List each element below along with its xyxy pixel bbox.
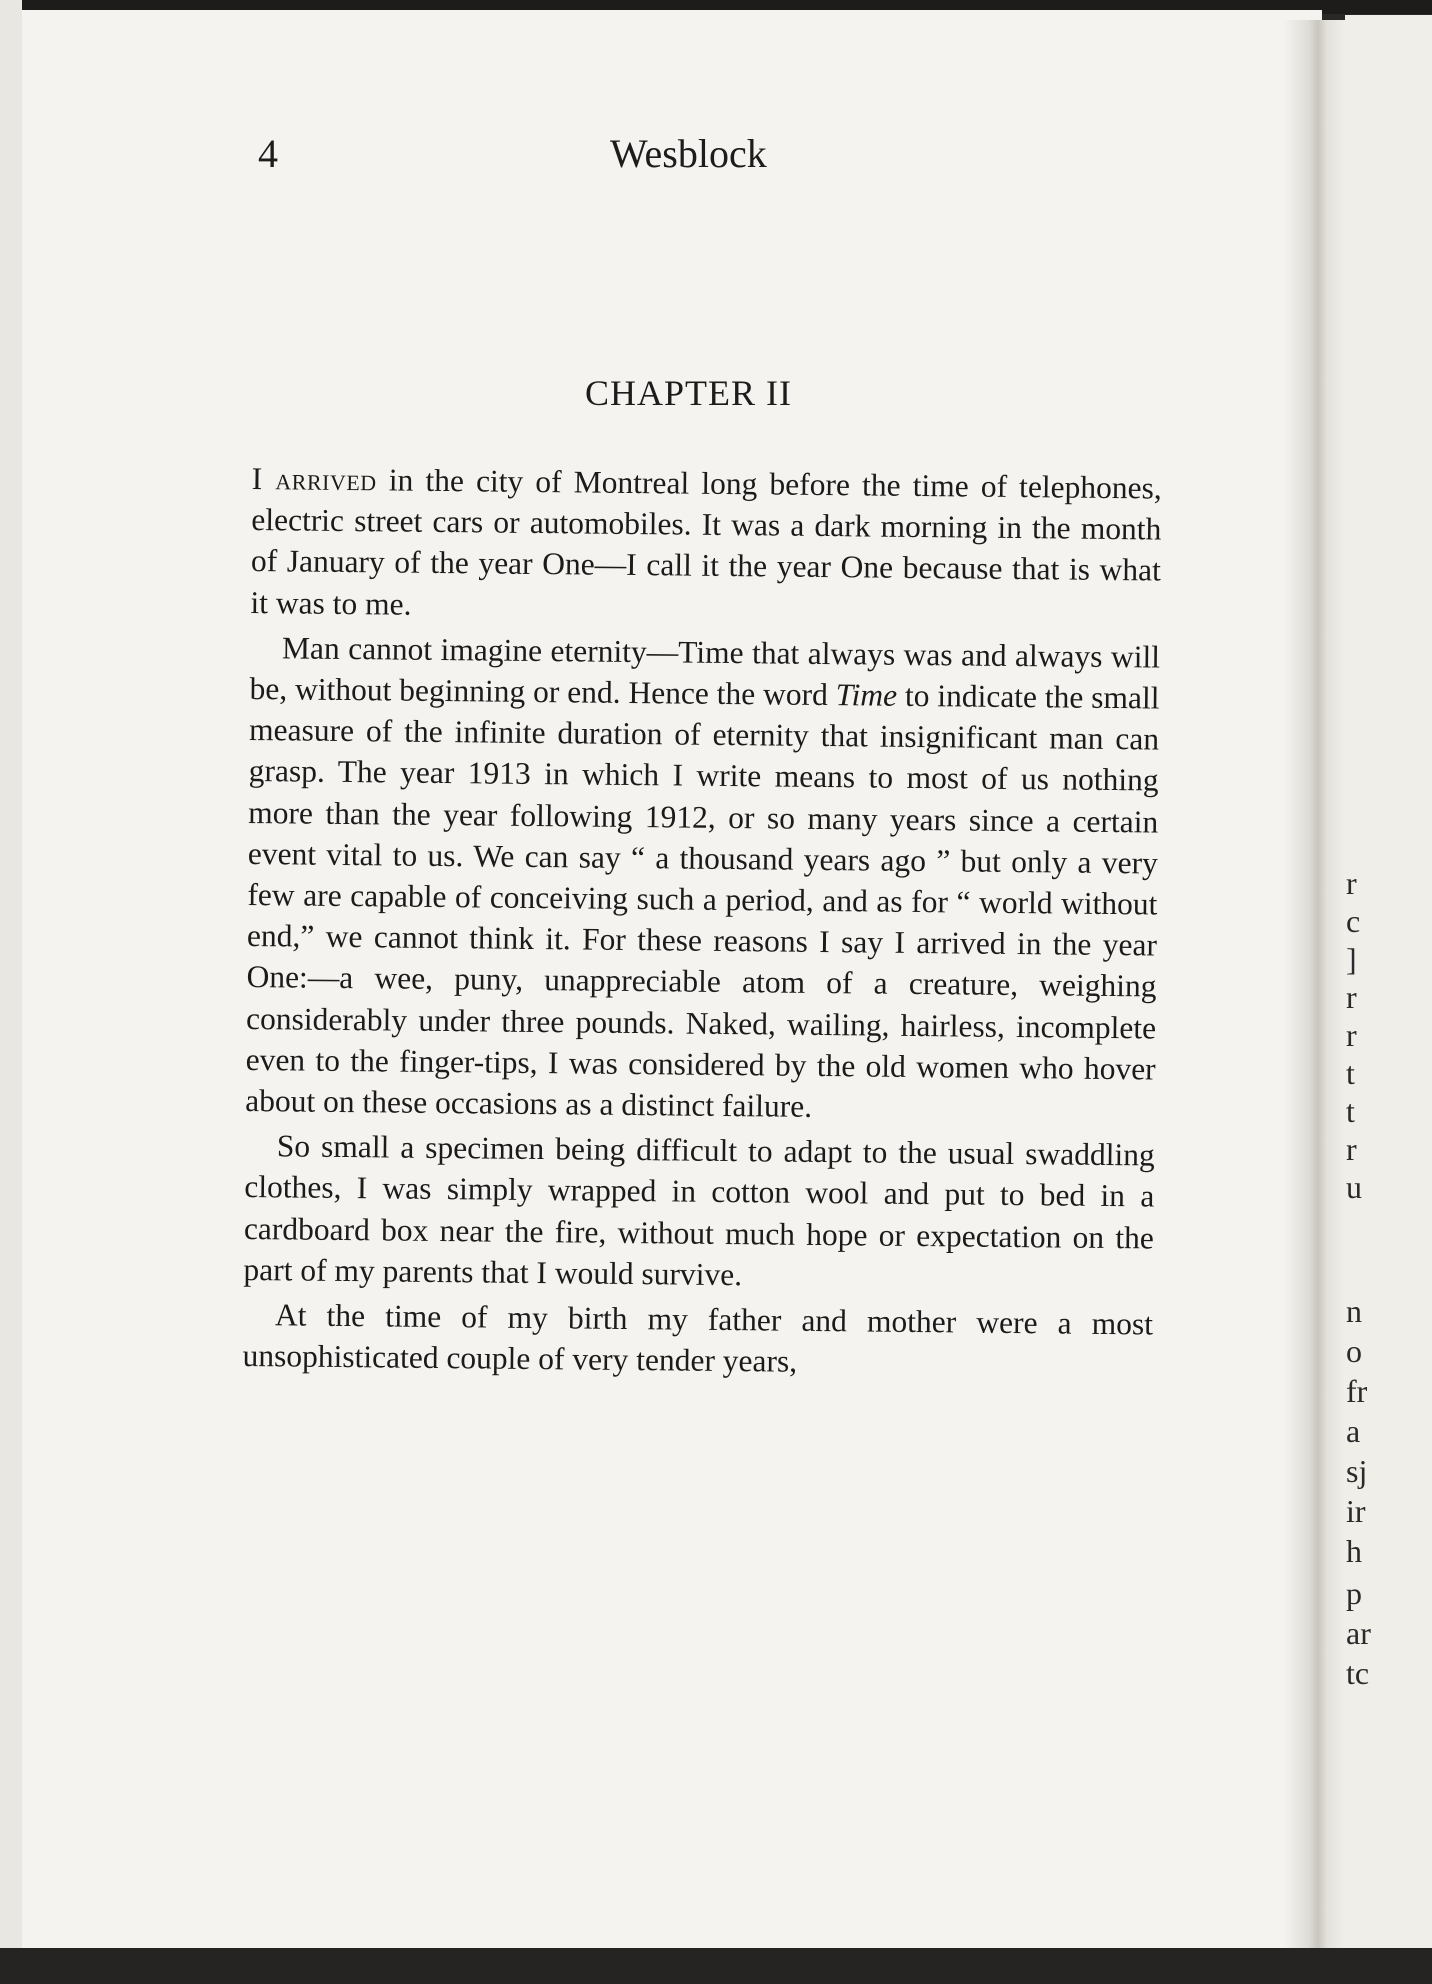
facing-page-fragment: p (1346, 1575, 1362, 1611)
facing-page-fragment: r (1346, 979, 1357, 1015)
paragraph-text: Man cannot imagine eternity—Time that always was and always will be, without beginning or end. Hence the word (249, 630, 1161, 713)
facing-page-fragment: ] (1346, 941, 1357, 977)
facing-page-fragment: r (1346, 865, 1357, 901)
paragraph (245, 627, 1160, 1131)
page-number: 4 (258, 131, 278, 176)
facing-page-fragment: ir (1346, 1493, 1366, 1529)
facing-page-fragment: c (1346, 903, 1361, 939)
facing-page-fragment: tc (1346, 1655, 1370, 1691)
facing-page-fragment: t (1346, 1093, 1355, 1129)
paragraph-text: in the city of Montreal long before the time of telephones, electric street cars or automobiles. It was a dark morning in the month of January of the year One—I call it the year One because that is what it was to me. (250, 462, 1162, 622)
facing-page-fragment: t (1346, 1055, 1355, 1091)
facing-page-fragment: a (1346, 1413, 1361, 1449)
paragraph-text: to indicate the small measure of the infinite duration of eternity that insignificant man can grasp. The year 1913 in which I write means to most of us nothing more than the year following 1912, or so many years since a certain event vital to us. We can say “ a thousand years ago ” but only a very few are capable of conceiving such a period, and as for “ world without end,” we cannot think it. For these reasons I say I arrived in the year One:—a wee, puny, unappreciable atom of a creature, weighing considerably under three pounds. Naked, wailing, hairless, incomplete even to the finger-tips, I was considered by the old women who hover about on these occasions as a distinct failure. (245, 677, 1160, 1124)
facing-page-fragment: sj (1346, 1453, 1368, 1489)
facing-page-fragment: o (1346, 1333, 1362, 1369)
chapter-body (242, 458, 1162, 1390)
chapter-heading: CHAPTER II (585, 373, 792, 413)
paragraph-text: At the time of my birth my father and mother were a most unsophisticated couple of very tender years, (242, 1297, 1154, 1380)
opening-smallcaps: I arrived (251, 460, 377, 498)
facing-page-fragment: fr (1346, 1373, 1368, 1409)
facing-page-fragment: r (1346, 1017, 1357, 1053)
facing-page-fragment: h (1346, 1533, 1362, 1569)
paragraph (242, 1294, 1153, 1386)
running-head (0, 130, 1300, 180)
facing-page (1345, 15, 1432, 1950)
facing-page-fragment: ar (1346, 1615, 1371, 1651)
facing-page-fragment: u (1346, 1169, 1362, 1205)
paragraph (250, 458, 1162, 632)
paragraph (243, 1125, 1155, 1299)
scan-bottom-edge (0, 1948, 1432, 1984)
book-gutter (1285, 20, 1345, 1950)
facing-page-fragment: r (1346, 1131, 1357, 1167)
paragraph-text: So small a specimen being difficult to adapt to the usual swaddling clothes, I was simply wrapped in cotton wool and put to bed in a cardboard box near the fire, without much hope or expectation on the part of my parents that I would survive. (243, 1128, 1155, 1293)
italic-word: Time (835, 677, 898, 713)
facing-page-fragment: n (1346, 1293, 1362, 1329)
book-title: Wesblock (610, 131, 767, 176)
scan-left-edge (0, 0, 22, 1984)
